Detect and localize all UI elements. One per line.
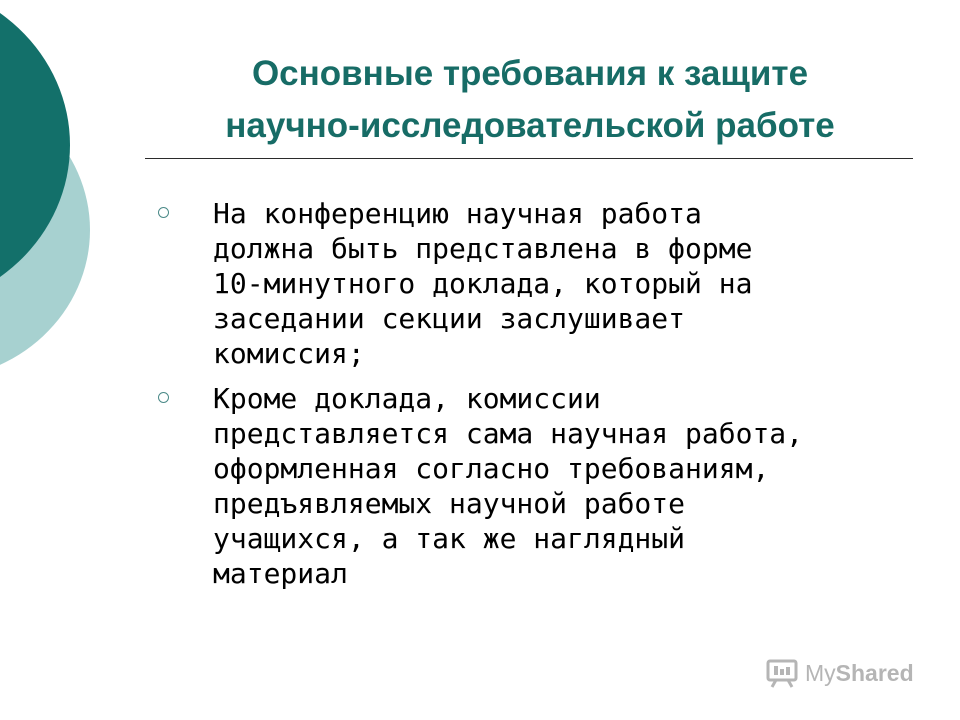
bullet-line: комиссия; [213, 337, 365, 370]
title-line: научно-исследовательской работе [225, 106, 835, 145]
bullet-line: предъявляемых научной работе [213, 487, 686, 520]
bullet-line: материал [213, 557, 348, 590]
presentation-board-icon [765, 658, 799, 688]
title-line: Основные требования к защите [251, 54, 809, 93]
bullet-line: заседании секции заслушивает [213, 302, 686, 335]
watermark-brand-shared: Shared [835, 659, 914, 686]
watermark-brand-my: My [805, 659, 836, 686]
bullet-line: учащихся, а так же наглядный [213, 522, 686, 555]
bullet-line: оформленная согласно требованиям, [213, 452, 770, 485]
bullet-item [150, 381, 890, 591]
bullet-line: На конференцию научная работа [213, 197, 702, 230]
slide-title [145, 48, 915, 152]
myshared-watermark[interactable] [765, 658, 914, 688]
bullet-line: Кроме доклада, комиссии [213, 382, 601, 415]
title-divider [145, 158, 913, 159]
bullet-line: должна быть представлена в форме [213, 232, 753, 265]
bullet-circle-icon [158, 392, 169, 403]
bullet-line: представляется сама научная работа, [213, 417, 804, 450]
bullet-item [150, 196, 890, 371]
bullet-line: 10-минутного доклада, который на [213, 267, 753, 300]
bullet-circle-icon [158, 207, 169, 218]
bullet-list [150, 196, 890, 601]
